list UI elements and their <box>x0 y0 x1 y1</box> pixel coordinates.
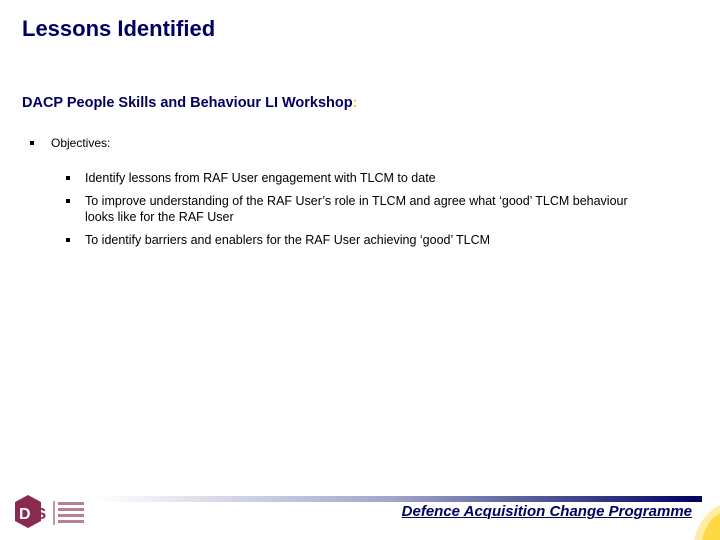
dis-logo-icon <box>14 495 92 531</box>
slide-subtitle <box>22 95 357 111</box>
list-item-text: To identify barriers and enablers for the RAF User achieving ‘good’ TLCM <box>85 233 491 247</box>
list-item <box>62 193 662 225</box>
svg-text:IS: IS <box>31 506 47 523</box>
bullet-square-icon <box>66 199 70 203</box>
subtitle-colon: : <box>352 95 358 111</box>
svg-text:D: D <box>19 506 31 523</box>
programme-name: Defence Acquisition Change Programme <box>401 503 692 520</box>
bullet-square-icon <box>66 238 70 242</box>
bullet-square-icon <box>30 141 34 145</box>
objectives-list <box>62 170 662 255</box>
list-item-text: Identify lessons from RAF User engagement with TLCM to date <box>85 171 436 185</box>
list-item-text: To improve understanding of the RAF User’s role in TLCM and agree what ‘good’ TLCM behaviour looks like for the RAF User <box>85 194 628 224</box>
objectives-label: Objectives: <box>51 136 111 150</box>
footer-divider <box>92 496 702 502</box>
slide-title: Lessons Identified <box>22 16 216 41</box>
list-item <box>62 170 662 186</box>
objectives-bullet <box>22 136 110 150</box>
corner-swoosh-icon <box>680 505 720 540</box>
list-item <box>62 232 662 248</box>
bullet-square-icon <box>66 176 70 180</box>
subtitle-text: DACP People Skills and Behaviour LI Workshop <box>22 95 353 111</box>
